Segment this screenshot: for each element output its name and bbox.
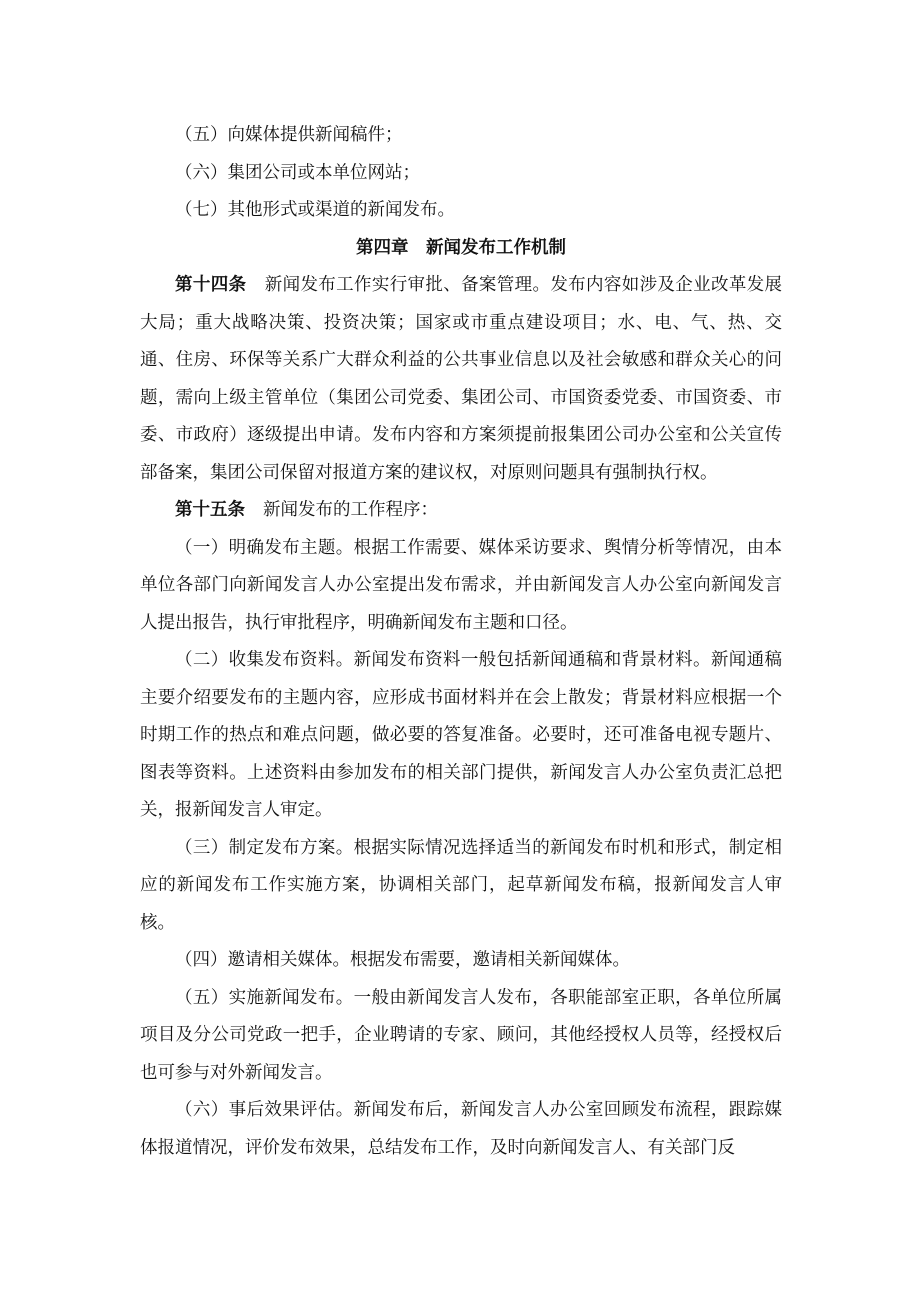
page-content: [140, 117, 782, 1167]
article-15: [140, 492, 782, 530]
procedure-item: （一）明确发布主题。根据工作需要、媒体采访要求、舆情分析等情况，由本单位各部门向新闻发言人办公室提出发布需求，并由新闻发言人办公室向新闻发言人提出报告，执行审批程序，明确新闻发布主题和口径。: [140, 537, 782, 633]
procedure-item: （四）邀请相关媒体。根据发布需要，邀请相关新闻媒体。: [175, 950, 630, 970]
chapter-heading: 第四章 新闻发布工作机制: [356, 237, 566, 258]
article-label: 第十四条: [175, 275, 247, 295]
procedure-item: （五）实施新闻发布。一般由新闻发言人发布，各职能部室正职，各单位所属项目及分公司党政一把手，企业聘请的专家、顾问，其他经授权人员等，经授权后也可参与对外新闻发言。: [140, 987, 782, 1083]
list-item: （七）其他形式或渠道的新闻发布。: [175, 200, 455, 220]
article-text: 新闻发布工作实行审批、备案管理。发布内容如涉及企业改革发展大局；重大战略决策、投资决策；国家或市重点建设项目；水、电、气、热、交通、住房、环保等关系广大群众利益的公共事业信息以及社会敏感和群众关心的问题，需向上级主管单位（集团公司党委、集团公司、市国资委党委、市国资委、市委、市政府）逐级提出申请。发布内容和方案须提前报集团公司办公室和公关宣传部备案，集团公司保留对报道方案的建议权，对原则问题具有强制执行权。: [140, 275, 783, 483]
list-item: （六）集团公司或本单位网站；: [175, 162, 420, 183]
procedure-item: （六）事后效果评估。新闻发布后，新闻发言人办公室回顾发布流程，跟踪媒体报道情况，评价发布效果，总结发布工作，及时向新闻发言人、有关部门反: [140, 1100, 782, 1158]
article-text: 新闻发布的工作程序：: [263, 500, 438, 520]
article-14: [140, 267, 782, 492]
procedure-item: （二）收集发布资料。新闻发布资料一般包括新闻通稿和背景材料。新闻通稿主要介绍要发布的主题内容，应形成书面材料并在会上散发；背景材料应根据一个时期工作的热点和难点问题，做必要的答复准备。必要时，还可准备电视专题片、图表等资料。上述资料由参加发布的相关部门提供，新闻发言人办公室负责汇总把关，报新闻发言人审定。: [140, 650, 782, 820]
procedure-item: （三）制定发布方案。根据实际情况选择适当的新闻发布时机和形式，制定相应的新闻发布工作实施方案，协调相关部门，起草新闻发布稿，报新闻发言人审核。: [140, 837, 782, 933]
list-item: （五）向媒体提供新闻稿件；: [175, 125, 403, 145]
article-label: 第十五条: [175, 500, 245, 520]
